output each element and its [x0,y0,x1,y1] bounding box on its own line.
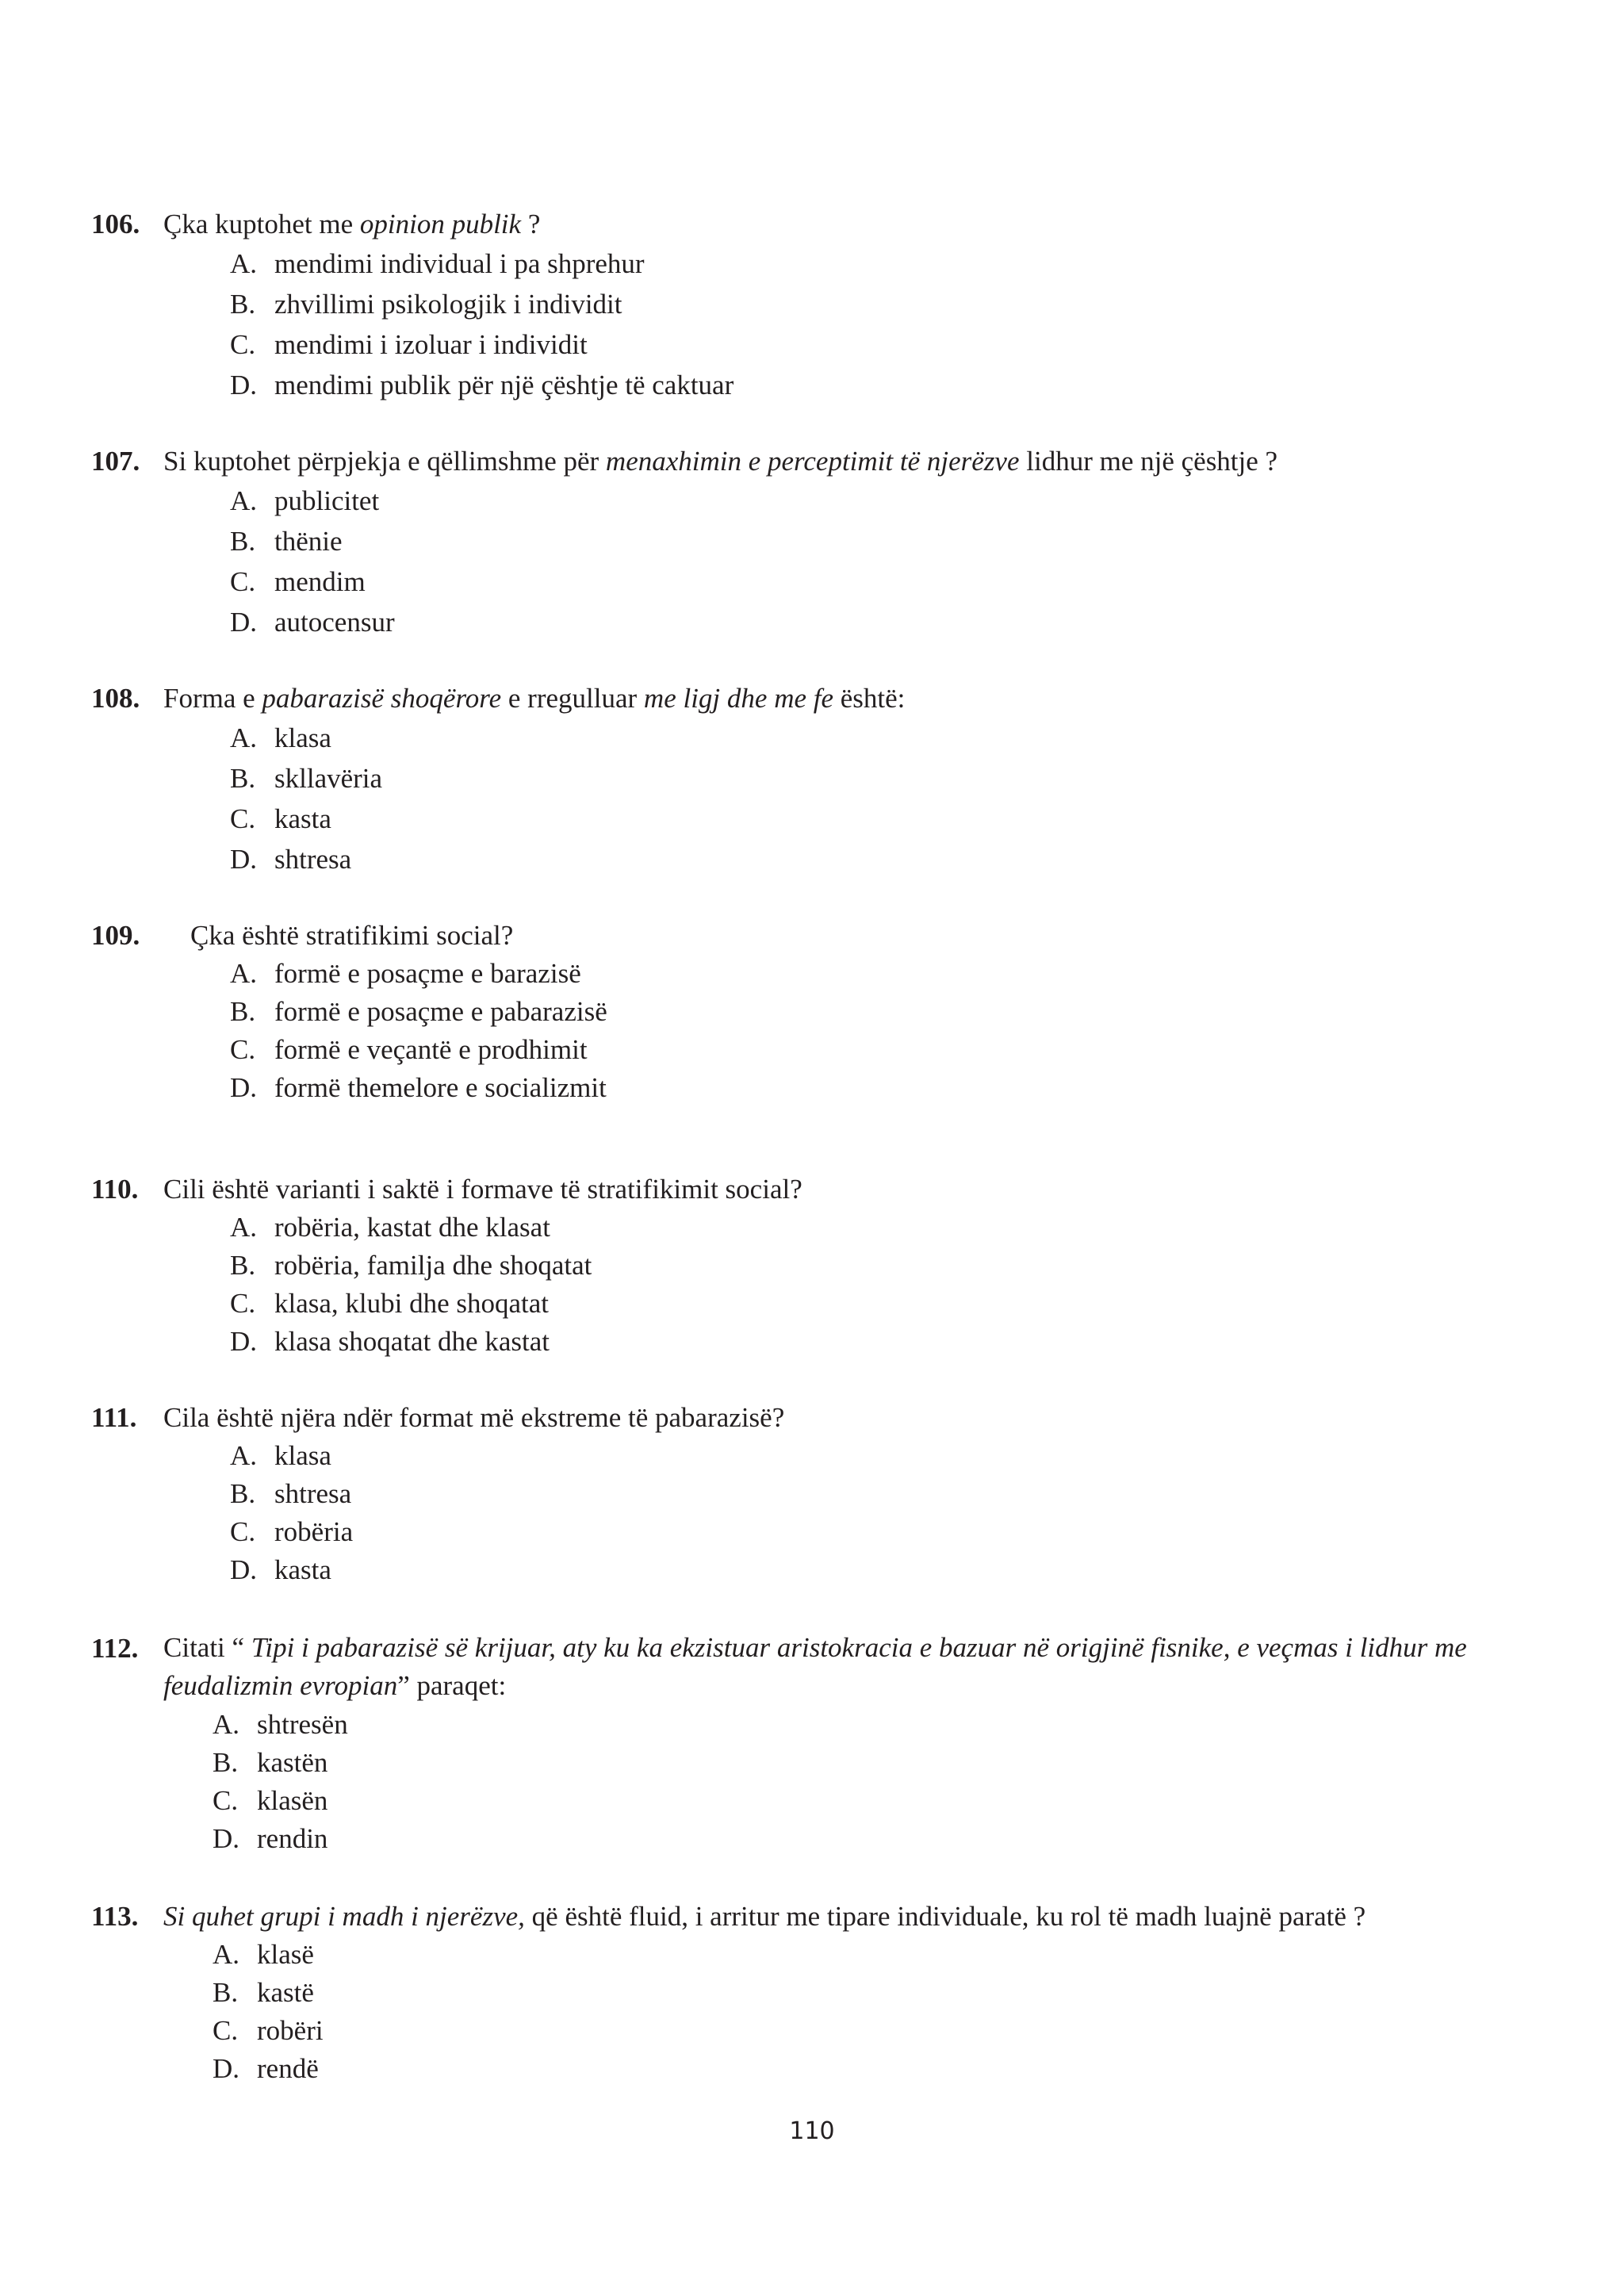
option-a: A. mendimi individual i pa shprehur [230,248,645,279]
option-a: A. formë e posaçme e barazisë [230,958,581,989]
option-a: A. klasa [230,722,331,753]
question-number: 106. [91,209,140,239]
option-d: D. rendin [213,1823,328,1854]
option-c: C. klasa, klubi dhe shoqatat [230,1288,550,1319]
question-number: 109. [91,920,140,951]
option-a: A. klasa [230,1440,331,1471]
question-number: 110. [91,1174,139,1205]
question-number: 111. [91,1402,137,1433]
question-stem: Forma e pabarazisë shoqërore e rregulluar me ligj dhe me fe është: [163,683,906,714]
option-c: C. mendim [230,566,366,597]
question-stem: Çka është stratifikimi social? [190,920,514,951]
option-a: A. robëria, kastat dhe klasat [230,1212,550,1243]
option-d: D. klasa shoqatat dhe kastat [230,1326,550,1357]
option-d: D. mendimi publik për një çështje të caktuar [230,370,734,400]
option-d: D. rendë [213,2053,319,2084]
option-c: C. klasën [213,1785,328,1816]
question-stem: Si quhet grupi i madh i njerëzve, që është fluid, i arritur me tipare individuale, ku rol të madh luajnë paratë ? [163,1901,1366,1932]
option-c: C. kasta [230,803,331,834]
option-b: B. formë e posaçme e pabarazisë [230,996,607,1027]
question-stem: Si kuptohet përpjekja e qëllimshme për menaxhimin e perceptimit të njerëzve lidhur me një çështje ? [163,446,1278,477]
option-c: C. mendimi i izoluar i individit [230,329,588,360]
page-number: 110 [789,2117,835,2145]
option-b: B. zhvillimi psikologjik i individit [230,289,622,320]
option-d: D. formë themelore e socializmit [230,1072,607,1103]
option-a: A. klasë [213,1939,314,1970]
option-d: D. shtresa [230,844,352,875]
question-stem: Citati “ Tipi i pabarazisë së krijuar, aty ku ka ekzistuar aristokracia e bazuar në origjinë fisnike, e veçmas i lidhur me feudalizmin evropian” paraqet: [163,1632,1467,1701]
question-stem: Cili është varianti i saktë i formave të stratifikimit social? [163,1174,802,1205]
option-b: B. skllavëria [230,763,383,794]
option-b: B. kastën [213,1747,328,1778]
option-c: C. robëria [230,1516,354,1547]
question-number: 108. [91,683,140,714]
question-number: 113. [91,1901,139,1932]
question-number: 107. [91,446,140,477]
option-b: B. thënie [230,526,343,557]
question-stem: Çka kuptohet me opinion publik ? [163,209,541,239]
question-stem: Cila është njëra ndër format më ekstreme të pabarazisë? [163,1402,785,1433]
option-a: A. publicitet [230,485,380,516]
option-d: D. autocensur [230,607,395,638]
option-b: B. robëria, familja dhe shoqatat [230,1250,592,1281]
option-c: C. robëri [213,2015,324,2046]
option-b: B. kastë [213,1977,314,2008]
option-c: C. formë e veçantë e prodhimit [230,1034,588,1065]
question-number: 112. [91,1633,139,1664]
option-a: A. shtresën [213,1709,348,1740]
option-b: B. shtresa [230,1478,352,1509]
option-d: D. kasta [230,1554,331,1585]
